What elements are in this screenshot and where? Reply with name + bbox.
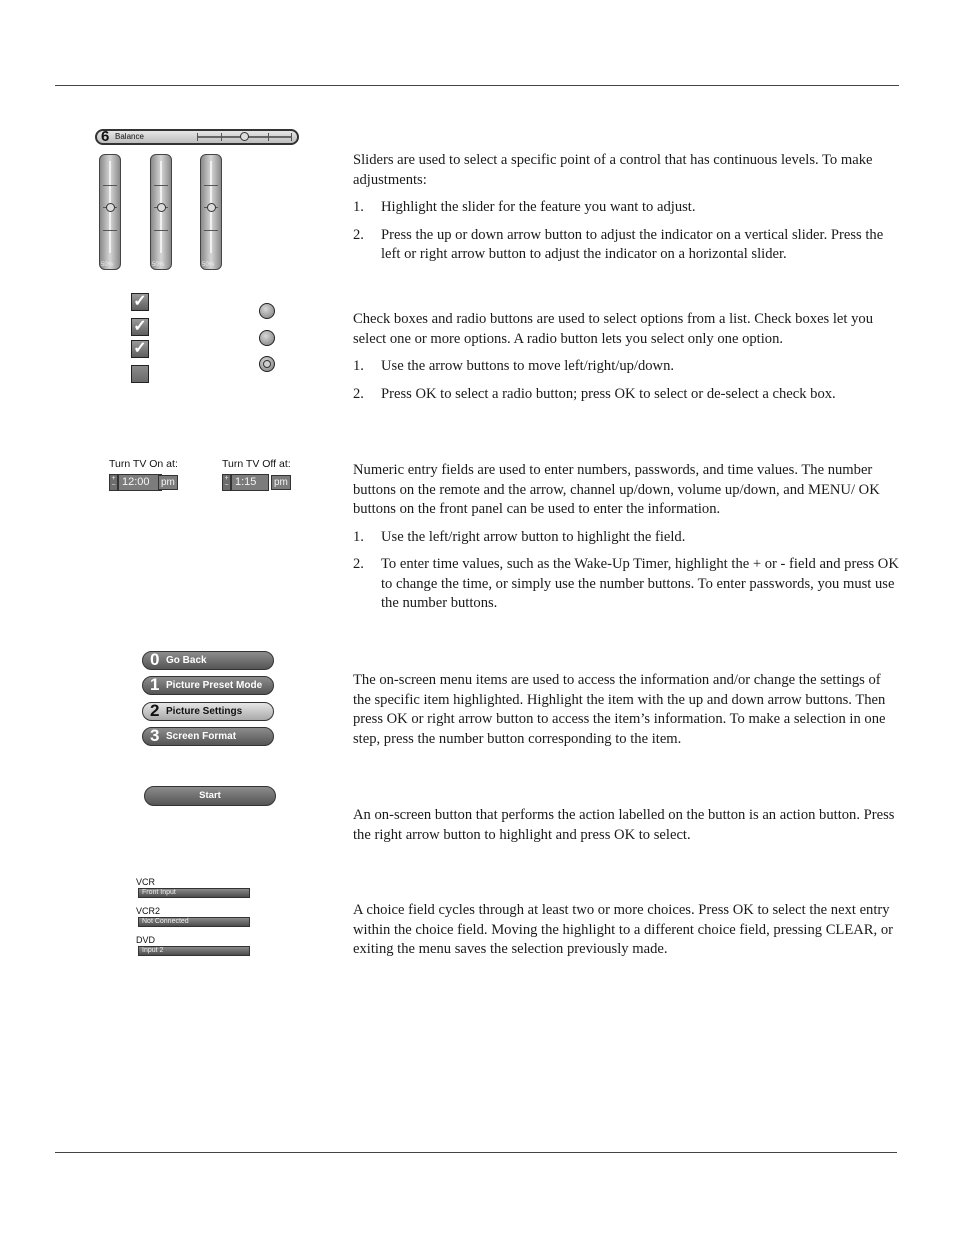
radio-button[interactable] bbox=[259, 330, 275, 346]
turn-on-label: Turn TV On at: bbox=[109, 458, 178, 470]
checkbox[interactable]: ✓ bbox=[131, 318, 149, 336]
time-spinner[interactable]: + − bbox=[222, 474, 231, 491]
menu-item-picture-settings[interactable] bbox=[142, 702, 274, 721]
radio-button[interactable] bbox=[259, 356, 275, 372]
horizontal-slider[interactable] bbox=[95, 129, 299, 145]
numeric-steps bbox=[353, 528, 901, 614]
slider-percent: 50% bbox=[202, 262, 215, 268]
sliders-intro: Sliders are used to select a specific point of a control that has continuous levels. To make adjustments: bbox=[353, 152, 873, 188]
vertical-slider[interactable] bbox=[200, 154, 222, 270]
start-button[interactable]: Start bbox=[144, 786, 276, 806]
ampm-value[interactable]: pm bbox=[271, 475, 291, 490]
vertical-slider[interactable] bbox=[150, 154, 172, 270]
ampm-value[interactable]: pm bbox=[158, 475, 178, 490]
turn-on-time-field[interactable] bbox=[109, 474, 179, 491]
sliders-description bbox=[353, 151, 901, 273]
choice-label-vcr2: VCR2 bbox=[136, 906, 161, 916]
bottom-rule bbox=[55, 1152, 897, 1153]
menu-body: The on-screen menu items are used to access the information and/or change the settings of the specific item highlighted. Highlight the item with the up and down arrow buttons. Then press OK or right arrow button to access the item’s information. To make a selection in one step, press the number button corresponding to the item. bbox=[353, 672, 886, 747]
choice-description bbox=[353, 901, 901, 968]
menu-item-number: 1 bbox=[150, 675, 160, 694]
menu-item-number: 3 bbox=[150, 726, 160, 745]
choice-field-vcr[interactable]: Front Input bbox=[138, 888, 250, 898]
menu-item-label: Screen Format bbox=[166, 731, 237, 742]
slider-knob[interactable] bbox=[106, 203, 115, 212]
choice-body: A choice field cycles through at least two or more choices. Press OK to select the next entry within the choice field. Moving the highlight to a different choice field, pressing CLEAR, or exiting the menu saves the selection previously made. bbox=[353, 902, 893, 957]
checkbox-intro: Check boxes and radio buttons are used to select options from a list. Check boxes let you select one or more options. A radio button lets you select only one option. bbox=[353, 311, 873, 347]
slider-knob[interactable] bbox=[240, 132, 249, 141]
slider-tick bbox=[291, 133, 292, 141]
menu-item-number: 2 bbox=[150, 701, 160, 720]
slider-percent: 50% bbox=[152, 262, 165, 268]
menu-description bbox=[353, 671, 901, 757]
menu-item-label: Picture Preset Mode bbox=[166, 680, 263, 691]
list-item: 2. To enter time values, such as the Wake-Up Timer, highlight the + or - field and press OK to change the time, or simply use the number buttons. To enter passwords, you must use the number buttons. bbox=[353, 556, 899, 611]
vertical-slider[interactable] bbox=[99, 154, 121, 270]
list-item: 2. Press the up or down arrow button to adjust the indicator on a vertical slider. Press the left or right arrow button to adjust the indicator on a horizontal slider. bbox=[353, 226, 884, 262]
slider-knob[interactable] bbox=[157, 203, 166, 212]
turn-off-label: Turn TV Off at: bbox=[222, 458, 291, 470]
checkbox-steps bbox=[353, 357, 901, 404]
time-value[interactable]: 12:00 bbox=[118, 474, 162, 491]
slider-tick bbox=[103, 185, 117, 186]
radio-button[interactable] bbox=[259, 303, 275, 319]
slider-tick bbox=[154, 185, 168, 186]
time-spinner[interactable]: + − bbox=[109, 474, 118, 491]
slider-knob[interactable] bbox=[207, 203, 216, 212]
slider-label: Balance bbox=[115, 132, 144, 141]
slider-tick bbox=[204, 185, 218, 186]
choice-label-vcr: VCR bbox=[136, 877, 156, 887]
menu-item-label: Go Back bbox=[166, 655, 207, 666]
menu-item-number: 0 bbox=[150, 650, 160, 669]
menu-item-label: Picture Settings bbox=[166, 706, 243, 717]
action-description bbox=[353, 806, 901, 853]
slider-tick bbox=[204, 230, 218, 231]
list-item: 1. Use the left/right arrow button to highlight the field. bbox=[353, 528, 686, 545]
slider-tick bbox=[197, 133, 198, 141]
menu-item-go-back[interactable] bbox=[142, 651, 274, 670]
checkbox-description bbox=[353, 310, 901, 412]
slider-track bbox=[197, 136, 291, 138]
slider-number: 6 bbox=[101, 128, 110, 145]
list-item: 1. Use the arrow buttons to move left/right/up/down. bbox=[353, 358, 675, 374]
menu-item-picture-preset-mode[interactable] bbox=[142, 676, 274, 695]
slider-tick bbox=[103, 230, 117, 231]
time-value[interactable]: 1:15 bbox=[231, 474, 269, 491]
menu-item-screen-format[interactable] bbox=[142, 727, 274, 746]
choice-field-dvd[interactable]: Input 2 bbox=[138, 946, 250, 956]
checkbox[interactable] bbox=[131, 365, 149, 383]
list-item: 1. Highlight the slider for the feature you want to adjust. bbox=[353, 199, 696, 215]
choice-label-dvd: DVD bbox=[136, 935, 156, 945]
checkbox[interactable]: ✓ bbox=[131, 293, 149, 311]
slider-tick bbox=[221, 133, 222, 141]
slider-tick bbox=[268, 133, 269, 141]
slider-tick bbox=[154, 230, 168, 231]
sliders-steps bbox=[353, 198, 901, 265]
choice-field-vcr2[interactable]: Not Connected bbox=[138, 917, 250, 927]
slider-percent: 50% bbox=[101, 262, 114, 268]
turn-off-time-field[interactable] bbox=[222, 474, 292, 491]
list-item: 2. Press OK to select a radio button; press OK to select or de-select a check box. bbox=[353, 385, 836, 402]
checkbox[interactable]: ✓ bbox=[131, 340, 149, 358]
top-rule bbox=[55, 85, 899, 86]
numeric-description bbox=[353, 461, 901, 622]
action-body: An on-screen button that performs the action labelled on the button is an action button. Press the right arrow button to highlight and press OK to select. bbox=[353, 807, 895, 843]
numeric-intro: Numeric entry fields are used to enter numbers, passwords, and time values. The number buttons on the remote and the arrow, channel up/down, volume up/down, and MENU/ OK buttons on the front panel can be used to enter the information. bbox=[353, 462, 880, 517]
